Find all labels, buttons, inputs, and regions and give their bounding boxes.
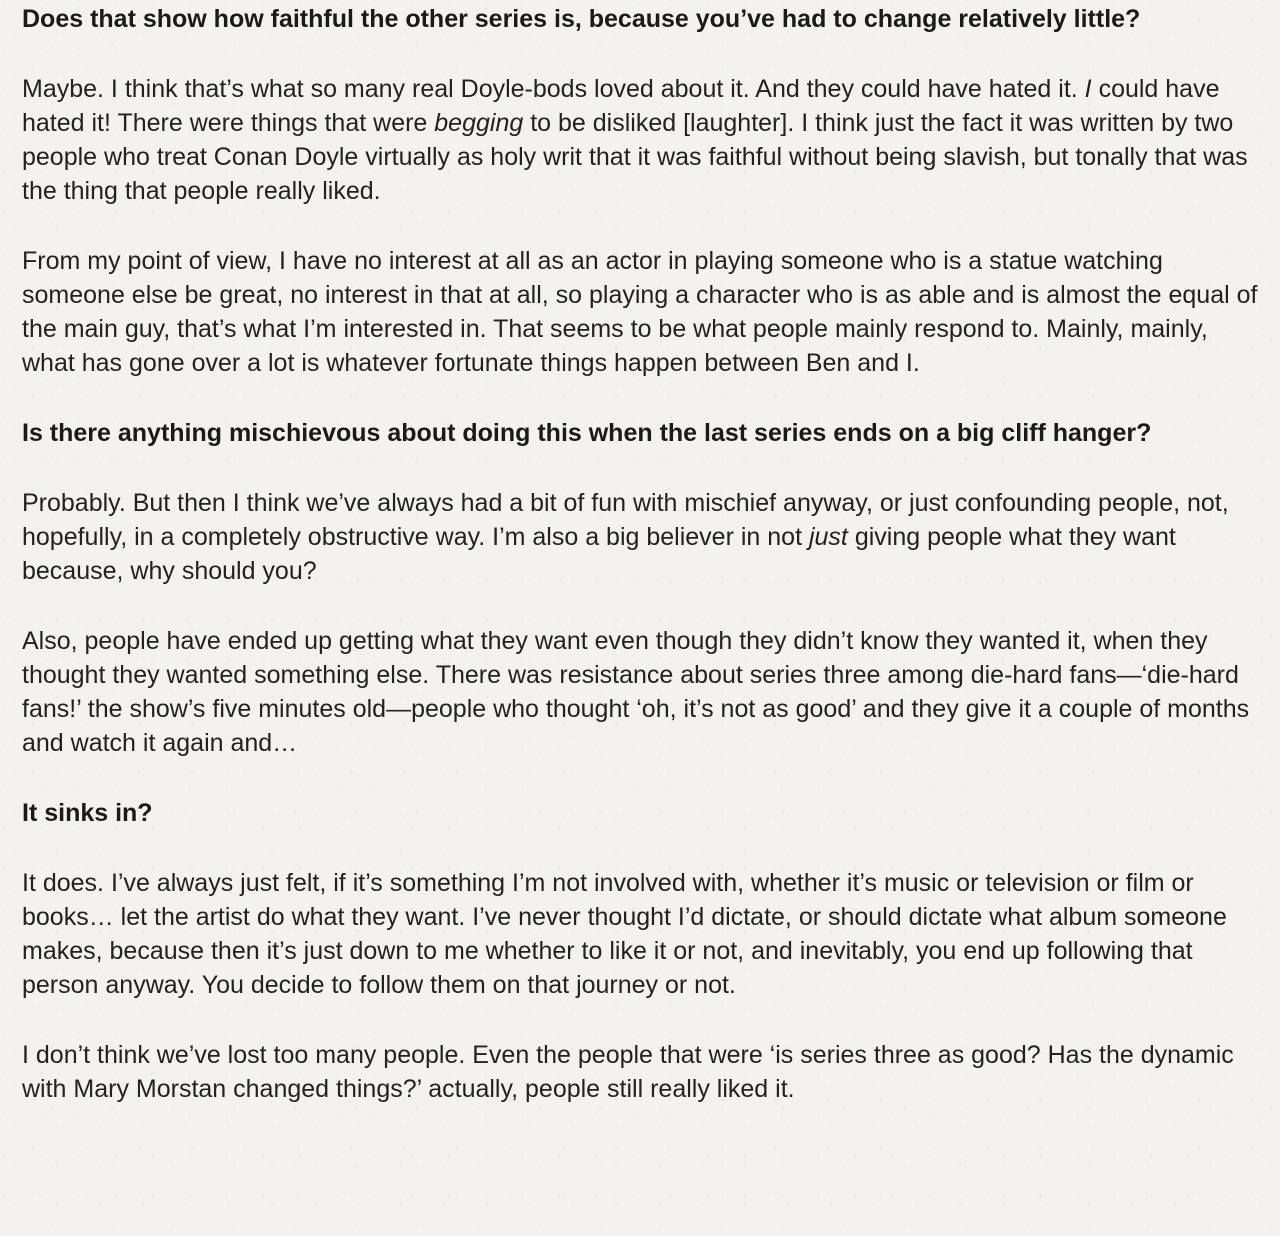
question-mischievous: Is there anything mischievous about doing this when the last series ends on a big cliff hanger? <box>22 419 1152 447</box>
answer-resistance: Also, people have ended up getting what they want even though they didn’t know they wanted it, when they thought they wanted something else. There was resistance about series three among die-hard fans—‘die-hard fans!’ the show’s five minutes old—people who thought ‘oh, it’s not as good’ and they give it a couple of months and watch it again and… <box>22 627 1250 757</box>
answer-lost-people: I don’t think we’ve lost too many people. Even the people that were ‘is series three as good? Has the dynamic with Mary Morstan changed things?’ actually, people still really liked it. <box>22 1041 1234 1103</box>
answer-emphasis: begging <box>434 109 524 137</box>
answer-probably <box>22 486 1266 588</box>
answer-text: giving people what they want because, why should you? <box>22 523 1176 585</box>
answer-emphasis: I <box>1084 75 1092 103</box>
answer-it-does: It does. I’ve always just felt, if it’s something I’m not involved with, whether it’s music or television or film or books… let the artist do what they want. I’ve never thought I’d dictate, or should dictate what album someone makes, because then it’s just down to me whether to like it or not, and inevitably, you end up following that person anyway. You decide to follow them on that journey or not. <box>22 869 1227 999</box>
answer-text: Maybe. I think that’s what so many real Doyle-bods loved about it. And they could have hated it. <box>22 75 1085 103</box>
question-faithful: Does that show how faithful the other series is, because you’ve had to change relatively little? <box>22 5 1141 33</box>
answer-doyle-bods <box>22 72 1266 208</box>
answer-text: could have hated it! There were things that were <box>22 75 1220 137</box>
answer-text: to be disliked [laughter]. I think just the fact it was written by two people who treat Conan Doyle virtually as holy writ that it was faithful without being slavish, but tonally that was the thing that people really liked. <box>22 109 1248 205</box>
question-sinks-in: It sinks in? <box>22 799 153 827</box>
interview-article <box>22 2 1266 1142</box>
answer-point-of-view: From my point of view, I have no interest at all as an actor in playing someone who is a statue watching someone else be great, no interest in that at all, so playing a character who is as able and is almost the equal of the main guy, that’s what I’m interested in. That seems to be what people mainly respond to. Mainly, mainly, what has gone over a lot is whatever fortunate things happen between Ben and I. <box>22 247 1258 377</box>
answer-emphasis: just <box>808 523 848 551</box>
answer-text: Probably. But then I think we’ve always had a bit of fun with mischief anyway, or just confounding people, not, hopefully, in a completely obstructive way. I’m also a big believer in not <box>22 489 1229 551</box>
